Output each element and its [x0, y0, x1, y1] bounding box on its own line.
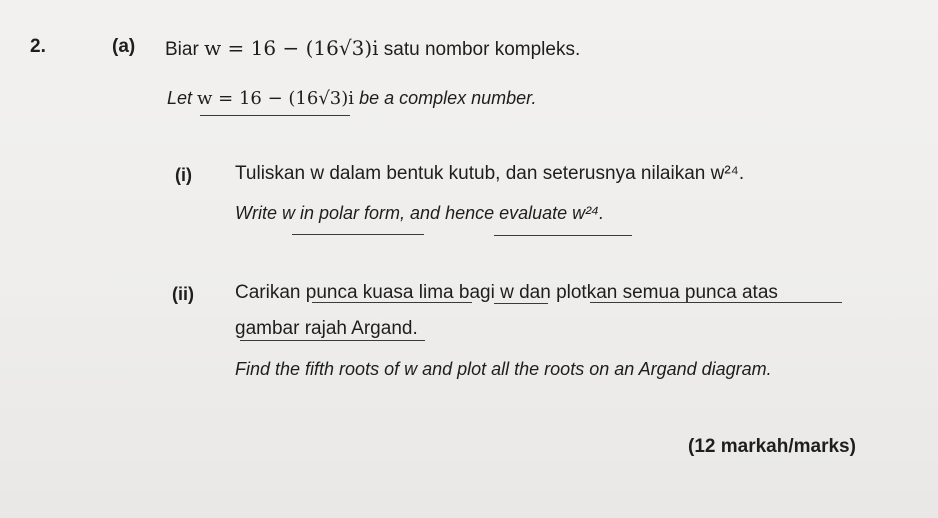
question-number: 2. [30, 36, 46, 57]
intro-malay-suffix: satu nombor kompleks. [383, 39, 581, 60]
handwritten-underline [292, 234, 424, 235]
intro-english-suffix: be a complex number. [359, 88, 537, 108]
handwritten-underline [494, 235, 632, 236]
handwritten-underline [240, 340, 425, 341]
question-part-label: (a) [112, 36, 136, 57]
handwritten-underline [590, 302, 842, 303]
sub-i-malay-text: Tuliskan w dalam bentuk kutub, dan seterusnya nilaikan w²⁴. [235, 163, 745, 184]
sub-ii-label: (ii) [172, 284, 194, 304]
intro-malay-expression: w = 16 − (16√3)i [204, 36, 379, 60]
marks-label: (12 markah/marks) [688, 436, 856, 457]
sub-i-english-text: Write w in polar form, and hence evaluate w²⁴. [235, 203, 604, 223]
sub-ii-malay-line2: gambar rajah Argand. [235, 318, 418, 339]
intro-english-prefix: Let [167, 88, 193, 108]
intro-malay-line [165, 36, 580, 61]
handwritten-underline [200, 115, 350, 116]
sub-i-label: (i) [175, 165, 192, 185]
intro-english-line [167, 88, 537, 109]
intro-malay-prefix: Biar [165, 39, 199, 60]
intro-english-expression: w = 16 − (16√3)i [197, 88, 355, 109]
sub-ii-english-text: Find the fifth roots of w and plot all the roots on an Argand diagram. [235, 359, 772, 379]
sub-ii-malay-line1: Carikan punca kuasa lima bagi w dan plotkan semua punca atas [235, 282, 778, 303]
handwritten-underline [494, 303, 548, 304]
handwritten-underline [312, 302, 472, 303]
